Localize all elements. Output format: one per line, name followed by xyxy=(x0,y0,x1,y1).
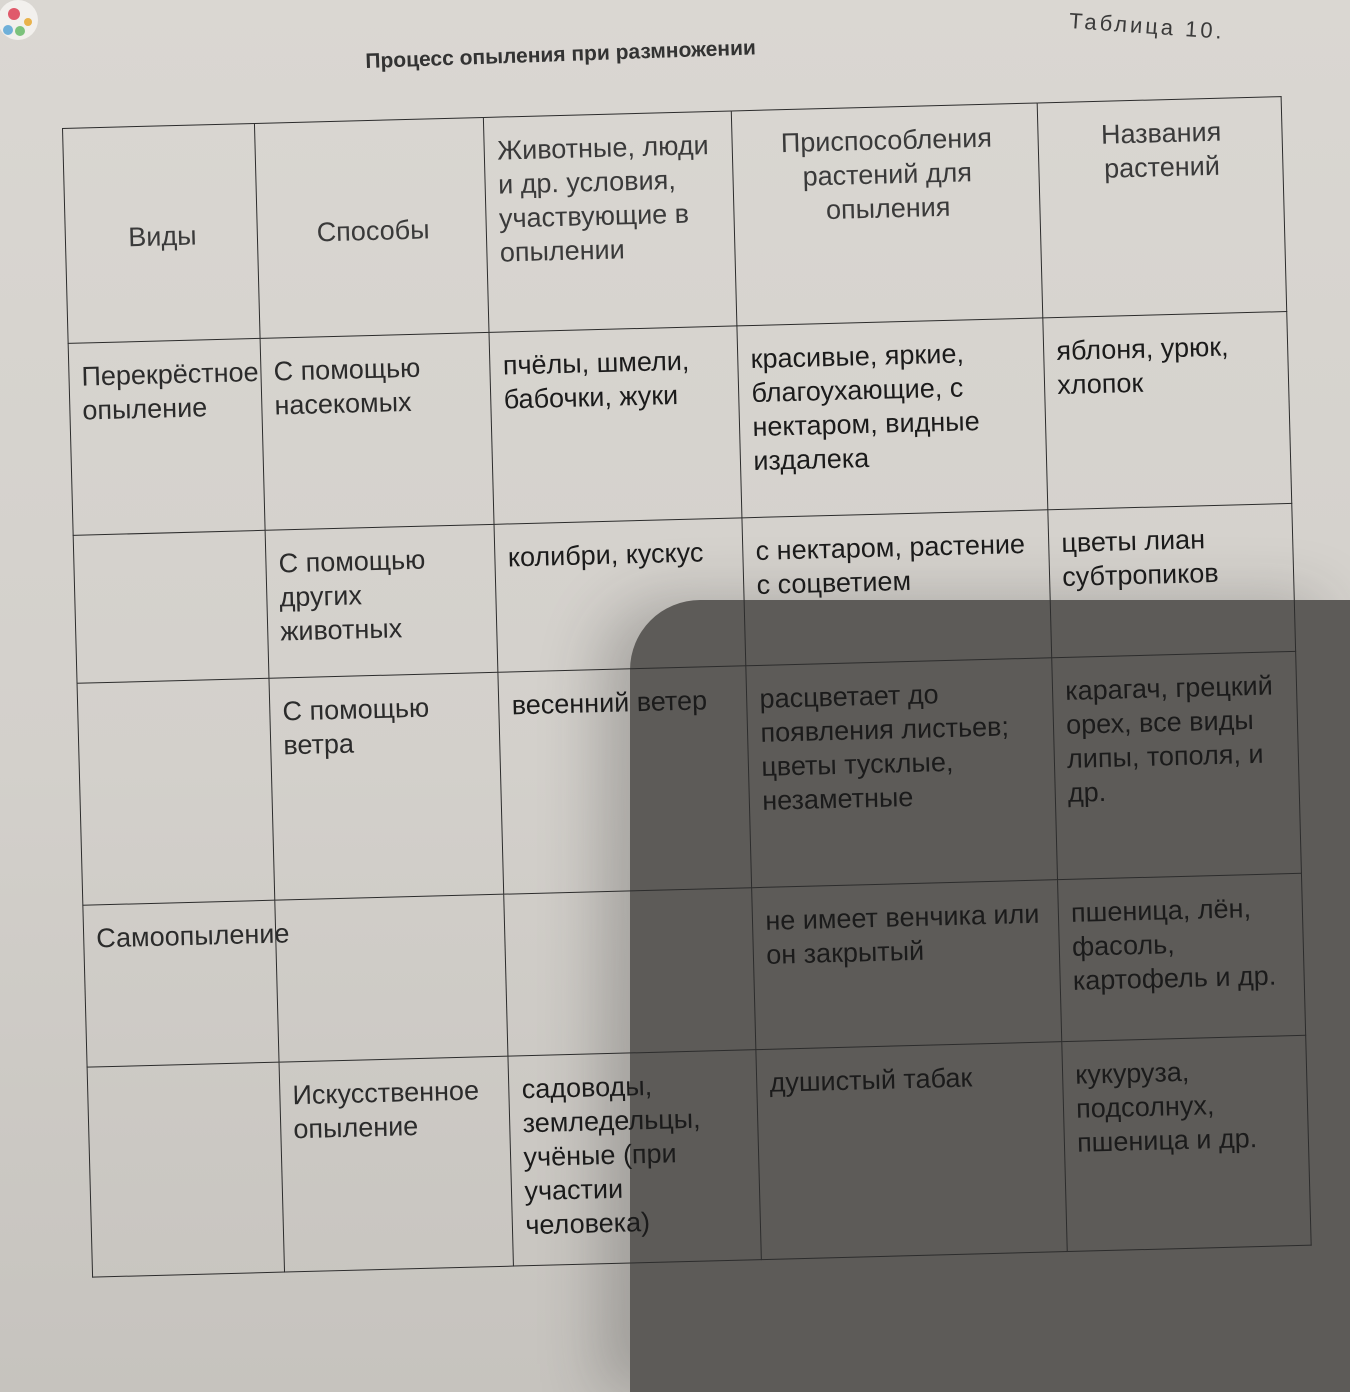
header-adaptations: Приспособления растений для опыления xyxy=(732,103,1043,326)
cell-plants: пшеница, лён, фасоль, картофель и др. xyxy=(1058,873,1306,1041)
cell-kind xyxy=(77,678,275,905)
cell-plants: цветы лиан субтропиков xyxy=(1048,503,1296,657)
cell-plants: кукуруза, подсолнух, пшеница и др. xyxy=(1062,1035,1311,1251)
cell-adaptations: расцветает до появления листьев; цветы тусклые, незаметные xyxy=(746,658,1057,888)
cell-method xyxy=(275,894,508,1062)
header-plant-names: Названия растений xyxy=(1037,97,1286,318)
cell-plants: яблоня, урюк, хлопок xyxy=(1043,312,1292,510)
cell-kind xyxy=(73,530,269,683)
table-row xyxy=(87,1035,1311,1277)
cell-method: Искусственное опыление xyxy=(279,1056,514,1272)
cell-agents: колибри, кускус xyxy=(494,518,746,672)
table-number: Таблица 10. xyxy=(1068,8,1226,44)
cell-kind: Самоопыление xyxy=(83,900,279,1067)
pollination-table-wrapper xyxy=(62,96,1312,1278)
header-kinds: Виды xyxy=(63,123,261,343)
cell-method: С помощью других животных xyxy=(265,524,498,678)
cell-method: С помощью насекомых xyxy=(260,332,494,530)
cell-plants: карагач, грецкий орех, все виды липы, тополя, и др. xyxy=(1052,651,1302,879)
table-row xyxy=(77,651,1301,905)
cell-kind: Перекрёстное опыление xyxy=(68,338,265,535)
pollination-table xyxy=(62,96,1312,1278)
cell-agents: садоводы, земледельцы, учёные (при участии человека) xyxy=(508,1050,761,1266)
table-row xyxy=(83,873,1306,1067)
cell-agents: весенний ветер xyxy=(498,666,752,894)
table-caption: Процесс опыления при размножении xyxy=(365,36,757,73)
table-row xyxy=(68,312,1292,536)
cell-adaptations: красивые, яркие, благоухающие, с нектаром, видные издалека xyxy=(737,318,1048,518)
cell-agents xyxy=(504,888,756,1056)
cell-method: С помощью ветра xyxy=(269,672,504,900)
cell-adaptations: душистый табак xyxy=(756,1042,1067,1260)
cell-adaptations: не имеет венчика или он закрытый xyxy=(752,880,1062,1050)
cell-agents: пчёлы, шмели, бабочки, жуки xyxy=(489,326,742,524)
header-agents: Животные, люди и др. условия, участвующие в опылении xyxy=(484,111,737,332)
cell-adaptations: с нектаром, растение с соцветием xyxy=(742,510,1052,666)
header-methods: Способы xyxy=(255,117,490,338)
logo-icon xyxy=(0,0,48,58)
cell-kind xyxy=(87,1062,285,1277)
table-header-row xyxy=(63,97,1287,344)
